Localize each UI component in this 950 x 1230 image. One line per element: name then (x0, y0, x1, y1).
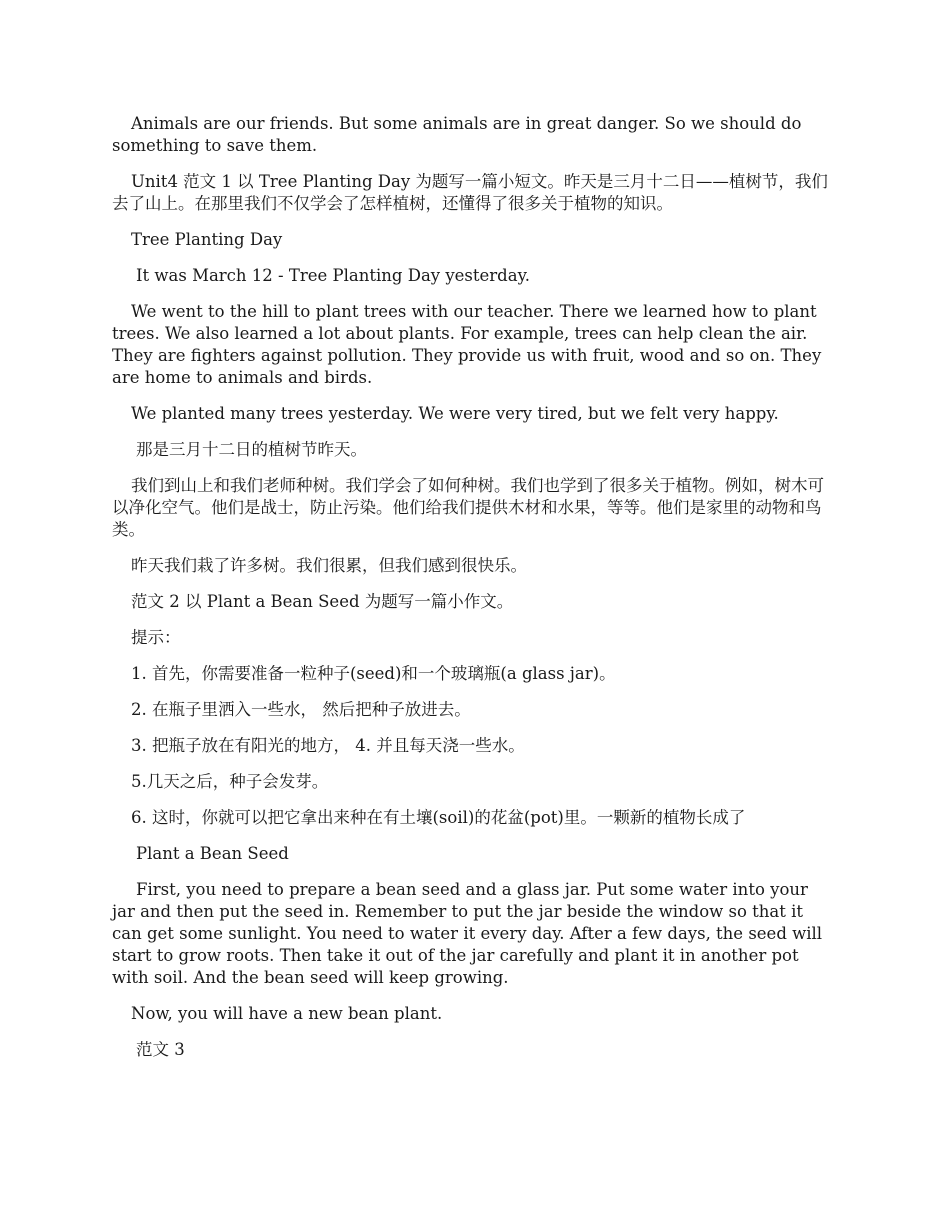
paragraph: 昨天我们栽了许多树。我们很累，但我们感到很快乐。 (131, 556, 527, 575)
paragraph: 5.几天之后，种子会发芽。 (131, 772, 329, 791)
paragraph: 提示： (131, 628, 181, 647)
paragraph: Animals are our friends. But some animals are in great danger. So we should do something to save them. (112, 114, 802, 155)
paragraph: 3. 把瓶子放在有阳光的地方， 4. 并且每天浇一些水。 (131, 736, 525, 755)
paragraph: We planted many trees yesterday. We were very tired, but we felt very happy. (131, 404, 779, 423)
paragraph: 2. 在瓶子里洒入一些水， 然后把种子放进去。 (131, 700, 471, 719)
paragraph: We went to the hill to plant trees with our teacher. There we learned how to plant trees. We also learned a lot about plants. For example, trees can help clean the air. They are fighters against pollution. They provide us with fruit, wood and so on. They are home to animals and birds. (112, 302, 822, 387)
paragraph: Now, you will have a new bean plant. (131, 1004, 443, 1023)
paragraph: It was March 12 - Tree Planting Day yesterday. (136, 266, 530, 285)
paragraph: Tree Planting Day (131, 230, 283, 249)
paragraph: 1. 首先，你需要准备一粒种子(seed)和一个玻璃瓶(a glass jar)。 (131, 664, 616, 683)
paragraph: 范文 2 以 Plant a Bean Seed 为题写一篇小作文。 (131, 592, 514, 611)
paragraph: 6. 这时，你就可以把它拿出来种在有土壤(soil)的花盆(pot)里。一颗新的植物长成了 (131, 808, 746, 827)
paragraph: 我们到山上和我们老师种树。我们学会了如何种树。我们也学到了很多关于植物。例如，树木可以净化空气。他们是战士，防止污染。他们给我们提供木材和水果，等等。他们是家里的动物和鸟类。 (112, 476, 824, 539)
paragraph: Plant a Bean Seed (136, 844, 289, 863)
document-body (112, 113, 832, 1075)
paragraph: 那是三月十二日的植树节昨天。 (136, 440, 367, 459)
paragraph: Unit4 范文 1 以 Tree Planting Day 为题写一篇小短文。昨天是三月十二日——植树节，我们去了山上。在那里我们不仅学会了怎样植树，还懂得了很多关于植物的知识。 (112, 172, 828, 213)
paragraph: First, you need to prepare a bean seed and a glass jar. Put some water into your jar and then put the seed in. Remember to put the jar beside the window so that it can get some sunlight. You need to water it every day. After a few days, the seed will start to grow roots. Then take it out of the jar carefully and plant it in another pot with soil. And the bean seed will keep growing. (112, 880, 823, 987)
paragraph: 范文 3 (136, 1040, 185, 1059)
